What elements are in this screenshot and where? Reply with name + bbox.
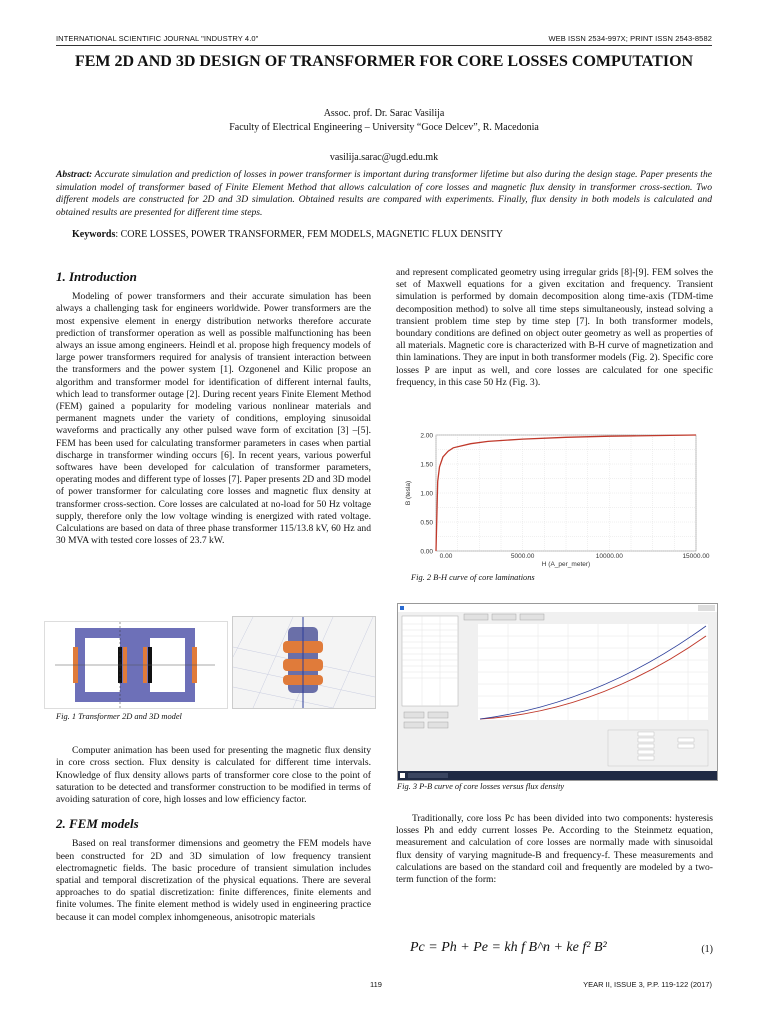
author-block <box>56 107 712 135</box>
fem-models-paragraph: Based on real transformer dimensions and geometry the FEM models have been constructed for 2D and 3D simulation of low frequency transient electromagnetic fields. The basic procedure of transient simulation includes spatial and temporal discretization of the physical equations. There are several approaches to do spatial discretization: finite differences, finite elements and finite volumes. The finite element method is widely used in engineering practice because it can model complex inhomgeneous, anisotropic materials <box>56 838 371 923</box>
y-tick-label: 0.00 <box>420 548 433 556</box>
y-tick-label: 1.50 <box>420 461 433 469</box>
author-affiliation: Faculty of Electrical Engineering – University “Goce Delcev”, R. Macedonia <box>229 122 539 133</box>
section-introduction-heading: 1. Introduction <box>56 269 137 284</box>
x-tick-label: 5000.00 <box>510 553 535 560</box>
figure-2-bh-chart <box>400 425 710 570</box>
figure-1-2d-model <box>44 621 228 709</box>
figure-1-caption: Fig. 1 Transformer 2D and 3D model <box>56 712 182 721</box>
y-tick-label: 2.00 <box>420 432 433 440</box>
header-rule <box>56 45 712 46</box>
figure-3-software-screenshot <box>397 603 718 781</box>
fem-continued-paragraph: and represent complicated geometry using irregular grids [8]-[9]. FEM solves the set of Maxwell equations for a given excitation and frequency. Transient simulation is performed by domain decomposition along time-axis (TDM-time decomposition method) to solve all time steps simultaneously, instead solving a transient problem time step by time step [7]. In both transformer models, boundary conditions are defined on object outer geometry as well as properties of all materials. Magnetic core is characterized with B-H curve of magnetization and thin laminations. They are input in both transformer models (Fig. 2). Specific core losses P are input as well, and core losses are calculated for one specific frequency, in this case 50 Hz (Fig. 3). <box>396 267 713 388</box>
figure-1-3d-model <box>232 616 376 709</box>
y-tick-label: 0.50 <box>420 519 433 527</box>
x-tick-label: 0.00 <box>439 553 453 560</box>
bh-curve-svg <box>400 425 710 570</box>
y-tick-label: 1.00 <box>420 490 433 498</box>
page-number: 119 <box>370 980 382 989</box>
figure-3-caption: Fig. 3 P-B curve of core losses versus flux density <box>397 782 565 791</box>
author-name: Assoc. prof. Dr. Sarac Vasilija <box>323 108 445 119</box>
section-fem-models-heading: 2. FEM models <box>56 816 139 832</box>
right-column-top <box>396 267 713 389</box>
right-column-bottom <box>396 813 713 886</box>
left-column-top <box>56 271 371 547</box>
x-tick-label: 10000.00 <box>595 553 623 560</box>
keywords-label: Keywords <box>72 229 116 240</box>
abstract <box>56 169 712 220</box>
equation-1: Pc = Ph + Pe = kh f B^n + ke f² B² <box>410 940 607 955</box>
figure-2-caption: Fig. 2 B-H curve of core laminations <box>411 573 535 582</box>
equation-number: (1) <box>701 944 713 955</box>
keywords-text: : CORE LOSSES, POWER TRANSFORMER, FEM MODELS, MAGNETIC FLUX DENSITY <box>115 229 503 240</box>
left-column-bottom <box>56 711 371 924</box>
abstract-label: Abstract: <box>56 169 93 180</box>
issue-info: YEAR II, ISSUE 3, P.P. 119-122 (2017) <box>583 980 712 989</box>
issn: WEB ISSN 2534-997X; PRINT ISSN 2543-8582 <box>548 34 712 43</box>
y-axis-label: B (tesla) <box>405 480 412 506</box>
intro-paragraph: Modeling of power transformers and their accurate simulation has been always a challenging task for engineers worldwide. Power transformers are the most expensive element in energy distribution networks therefore accurate prediction of transformer operation as well as possible malfunctioning has been always an issue among engineers. Heindl et al. propose high frequency models of large power transformers required for analysis of transient interaction between the transformers and the power system [1]. Ozgonenel and Kilic propose an algorithm and transformer model for identification of different internal faults, which lead to transformer outage [2]. During recent years Finite Element Method (FEM) gained a popularity for modeling various nonlinear materials and permanent magnets under the variety of conditions, employing sinusoidal waveforms and practically any other pulsed wave form of excitation [3] –[5]. FEM has been used for calculating transformer parameters in cases when partial discharge in transformer winding occurs [6]. In recent years, various powerful softwares have been developed for calculation of transformer parameters, operating modes and different type of losses [7]. Paper presents 2D and 3D model of power transformer for calculating core losses and magnetic flux density at transformer cross-section. Core losses are calculated at no-load for 50 Hz voltage supply, therefore only the low voltage winding is energized with rated voltage. Calculations are based on data of three phase transformer 115/13.8 kV, 60 Hz and 30 MVA with tested core losses of 23.7 kW. <box>56 291 371 547</box>
animation-paragraph: Computer animation has been used for presenting the magnetic flux density in core cross section. Flux density is calculated for different time intervals. Knowledge of flux density allows parts of transformer core close to the point of saturation to be detected and transformer construction to be modified in terms of avoiding saturation of core, high losses and low efficiency factor. <box>56 745 371 806</box>
x-tick-label: 15000.00 <box>682 553 710 560</box>
x-axis-label: H (A_per_meter) <box>541 561 591 568</box>
abstract-text: Accurate simulation and prediction of losses in power transformer is important during transformer lifetime but also during the design stage. Paper presents the simulation model of transformer based of Finite Element Method that allows calculation of core losses and magnetic flux density in transformer cross-section. Two different models are constructed for 2D and 3D simulation. Obtained results are compared with experiments. Finally, flux density in both models is calculated and obtained results are presented for different time steps. <box>56 169 712 219</box>
paper-title: FEM 2D AND 3D DESIGN OF TRANSFORMER FOR CORE LOSSES COMPUTATION <box>74 53 694 70</box>
keywords <box>72 229 712 240</box>
journal-name: INTERNATIONAL SCIENTIFIC JOURNAL "INDUSTRY 4.0" <box>56 34 259 43</box>
author-email: vasilija.sarac@ugd.edu.mk <box>329 152 439 163</box>
steinmetz-paragraph: Traditionally, core loss Pc has been divided into two components: hysteresis losses Ph and eddy current losses Pe. According to the Steinmetz equation, measurement and calculation of core losses are normally made with sinusoidal flux density of varying magnitude-B and frequency-f. These measurements and calculations are based on the standard coil and frequently are modeled by a two-term function of the form: <box>396 813 713 886</box>
